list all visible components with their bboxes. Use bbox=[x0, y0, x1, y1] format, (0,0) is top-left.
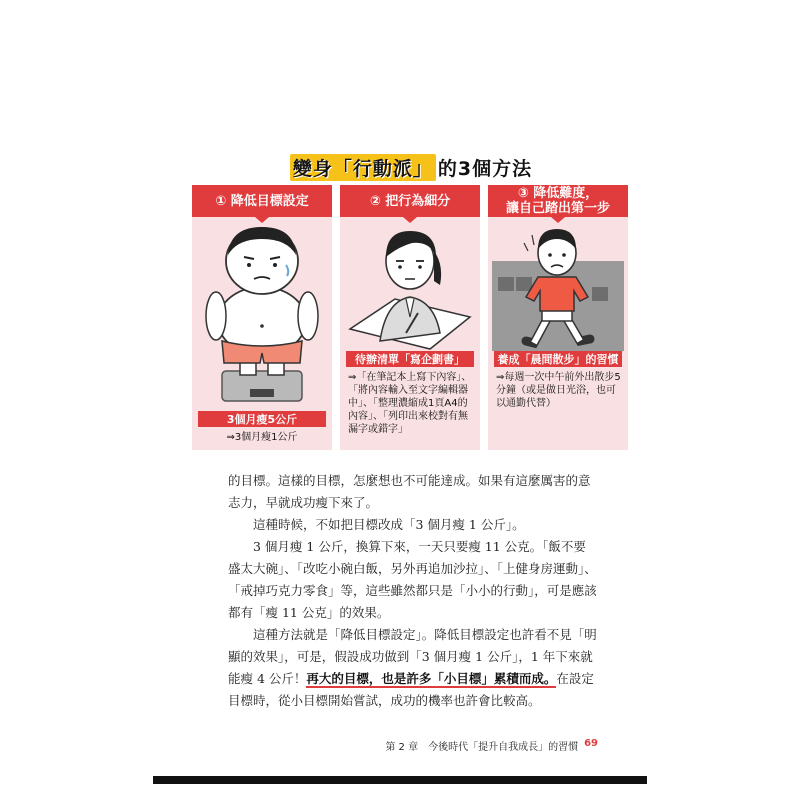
three-methods-figure bbox=[192, 155, 630, 450]
paragraph-4 bbox=[228, 624, 598, 712]
method-1-heading: ① 降低目標設定 bbox=[192, 185, 332, 217]
figure-title bbox=[192, 155, 630, 181]
method-3-label: 養成「晨間散步」的習慣 bbox=[494, 351, 622, 367]
method-3-heading-line1: ③ 降低難度， bbox=[517, 186, 599, 201]
method-2-label: 待辦清單「寫企劃書」 bbox=[346, 351, 474, 367]
figure-title-highlight: 變身「行動派」 bbox=[290, 154, 436, 181]
man-on-scale-illustration bbox=[192, 221, 332, 411]
page-footer bbox=[385, 738, 598, 753]
page-number: 69 bbox=[584, 738, 598, 749]
method-3-heading bbox=[488, 185, 628, 217]
method-1-label: 3個月瘦5公斤 bbox=[198, 411, 326, 427]
bottom-rule bbox=[153, 776, 647, 784]
method-2-heading: ② 把行為細分 bbox=[340, 185, 480, 217]
chapter-title: 第 2 章 今後時代「提升自我成長」的習慣 bbox=[385, 742, 579, 753]
man-walking-illustration bbox=[488, 221, 628, 351]
body-text bbox=[228, 470, 598, 712]
paragraph-4-tail: 在設定目標時，從小目標開始嘗試，成功的機率也許會比較高。 bbox=[228, 671, 594, 708]
method-2-text: ⇒「在筆記本上寫下內容」、「將內容輸入至文字編輯器中」、「整理濃縮成1頁A4的內容」、「列印出來校對有無漏字或錯字」 bbox=[348, 372, 472, 435]
method-panel-1 bbox=[192, 185, 332, 450]
paragraph-2: 這種時候，不如把目標改成「3 個月瘦 1 公斤」。 bbox=[253, 517, 525, 532]
paragraph-4-emphasis: 再大的目標，也是許多「小目標」累積而成。 bbox=[306, 671, 557, 686]
method-3-text: ⇒每週一次中午前外出散步5分鐘（或是做日光浴，也可以通勤代替） bbox=[496, 372, 621, 409]
woman-writing-illustration bbox=[340, 221, 480, 351]
method-panel-3 bbox=[488, 185, 628, 450]
method-1-text: ⇒3個月瘦1公斤 bbox=[226, 432, 298, 443]
paragraph-4-text: 這種方法就是「降低目標設定」。降低目標設定也許看不見「明顯的效果」，可是，假設成功做到「3 個月瘦 1 公斤」，1 年下來就能瘦 4 公斤！ bbox=[228, 627, 597, 686]
method-panel-2 bbox=[340, 185, 480, 450]
method-3-heading-line2: 讓自己踏出第一步 bbox=[505, 201, 610, 216]
figure-title-tail: 的3個方法 bbox=[437, 158, 533, 180]
paragraph-3: 3 個月瘦 1 公斤，換算下來，一天只要瘦 11 公克。「飯不要盛太大碗」、「改吃小碗白飯，另外再追加沙拉」、「上健身房運動」、「戒掉巧克力零食」等，這些雖然都只是「小小的行動」，可是應該都有「瘦 11 公克」的效果。 bbox=[228, 539, 597, 620]
paragraph-1: 的目標。這樣的目標，怎麼想也不可能達成。如果有這麼厲害的意志力，早就成功瘦下來了。 bbox=[228, 473, 591, 510]
